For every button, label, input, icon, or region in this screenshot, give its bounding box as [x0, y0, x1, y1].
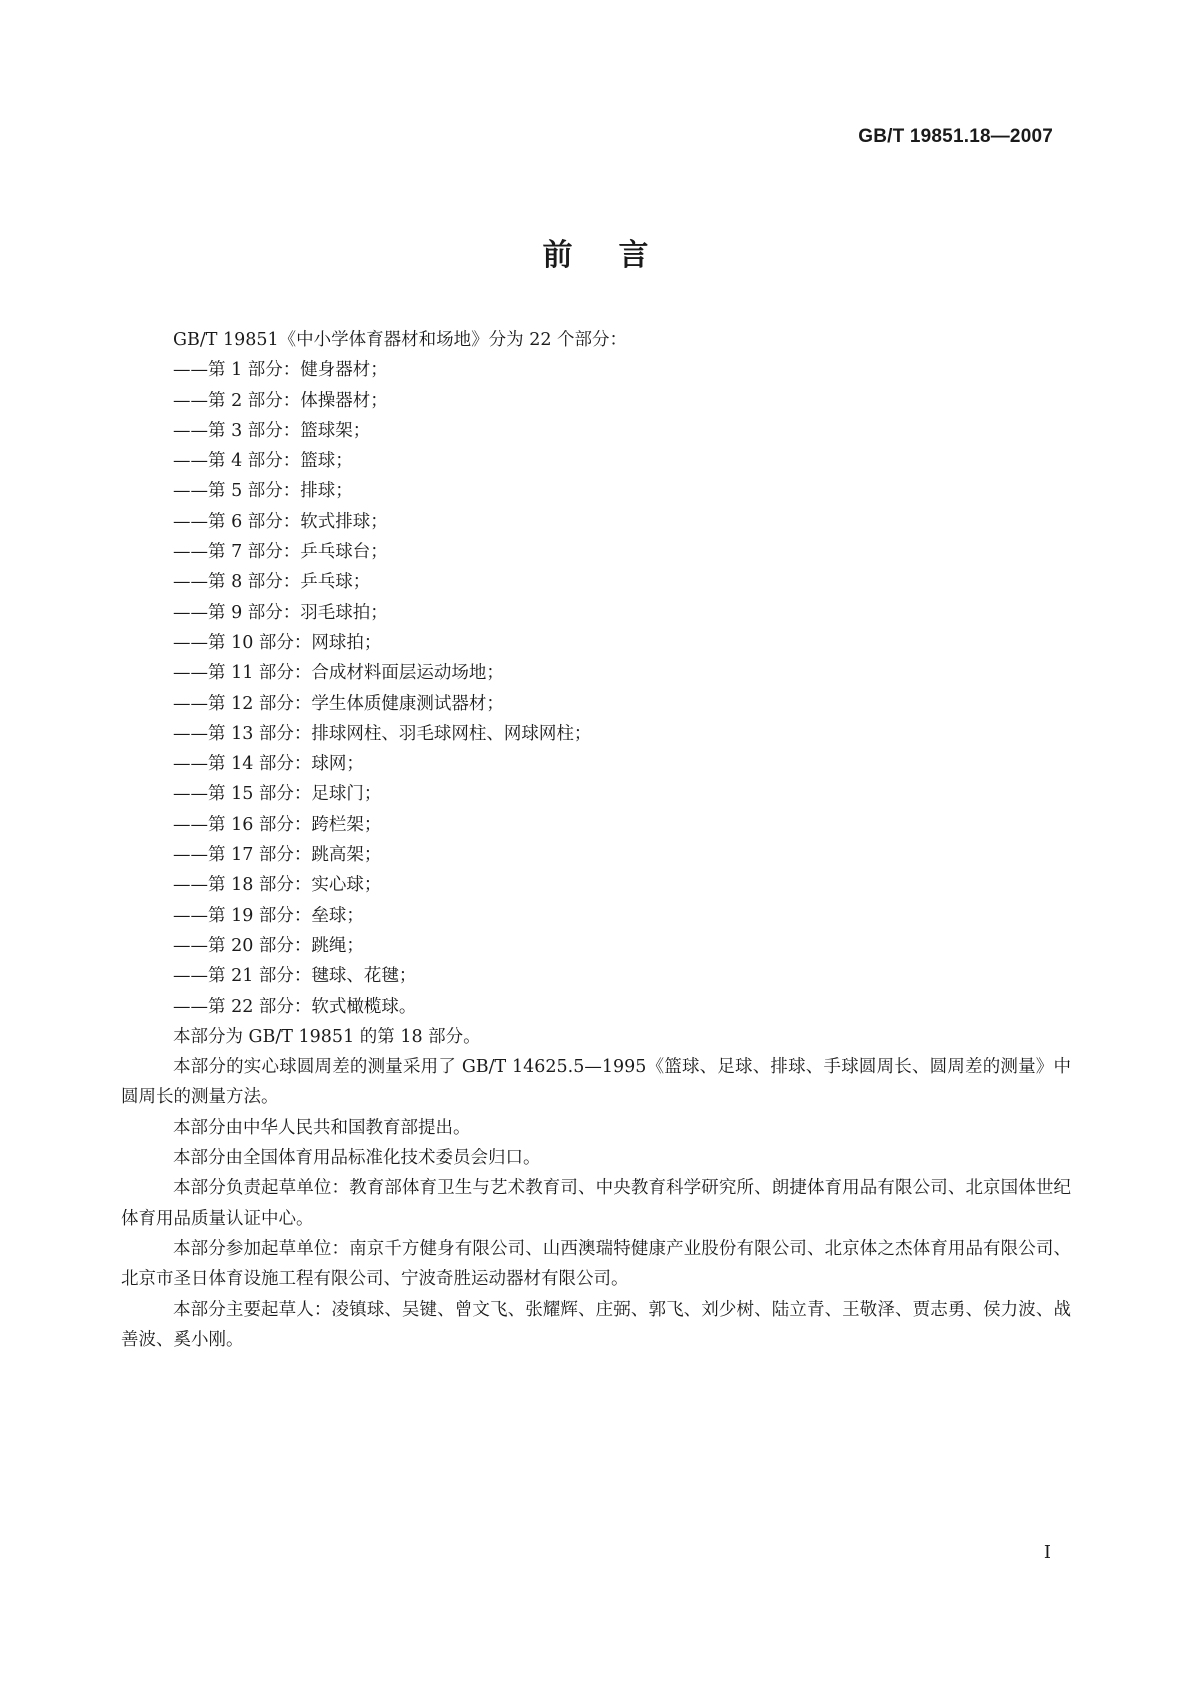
part-item: ——第 9 部分：羽毛球拍；	[173, 602, 388, 623]
paragraph-proposed-by: 本部分由中华人民共和国教育部提出。	[173, 1117, 471, 1138]
part-item: ——第 3 部分：篮球架；	[173, 420, 371, 441]
intro-line: GB/T 19851《中小学体育器材和场地》分为 22 个部分：	[173, 330, 628, 350]
part-item: ——第 15 部分：足球门；	[173, 784, 382, 805]
part-item: ——第 18 部分：实心球；	[173, 875, 382, 896]
standard-code: GB/T 19851.18—2007	[858, 126, 1053, 147]
paragraph-participating-units: 本部分参加起草单位：南京千方健身有限公司、山西澳瑞特健康产业股份有限公司、北京体之杰体育用品有限公司、北京市圣日体育设施工程有限公司、宁波奇胜运动器材有限公司。	[121, 1238, 1071, 1290]
page-title: 前言	[542, 238, 695, 273]
part-item: ——第 6 部分：软式排球；	[173, 511, 388, 532]
part-item: ——第 14 部分：球网；	[173, 754, 364, 775]
part-item: ——第 16 部分：跨栏架；	[173, 814, 382, 835]
part-item: ——第 1 部分：健身器材；	[173, 360, 388, 381]
paragraph-drafters: 本部分主要起草人：凌镇球、吴键、曾文飞、张耀辉、庄弼、郭飞、刘少树、陆立青、王敬泽、贾志勇、侯力波、战善波、奚小刚。	[121, 1299, 1071, 1350]
paragraph-administered-by: 本部分由全国体育用品标准化技术委员会归口。	[173, 1148, 541, 1169]
paragraph-part-number: 本部分为 GB/T 19851 的第 18 部分。	[173, 1026, 481, 1047]
part-item: ——第 8 部分：乒乓球；	[173, 572, 371, 593]
part-item: ——第 2 部分：体操器材；	[173, 390, 388, 411]
part-item: ——第 4 部分：篮球；	[173, 451, 353, 472]
part-item: ——第 20 部分：跳绳；	[173, 935, 364, 956]
foreword-body	[121, 325, 1071, 1355]
part-item: ——第 7 部分：乒乓球台；	[173, 542, 388, 563]
part-item: ——第 13 部分：排球网柱、羽毛球网柱、网球网柱；	[173, 723, 592, 744]
page-number: I	[1043, 1542, 1051, 1563]
part-item: ——第 17 部分：跳高架；	[173, 845, 382, 866]
paragraph-measurement-method: 本部分的实心球圆周差的测量采用了 GB/T 14625.5—1995《篮球、足球、排球、手球圆周长、圆周差的测量》中圆周长的测量方法。	[121, 1057, 1071, 1108]
part-item: ——第 10 部分：网球拍；	[173, 632, 382, 653]
part-item: ——第 22 部分：软式橄榄球。	[173, 996, 417, 1017]
part-item: ——第 19 部分：垒球；	[173, 905, 364, 926]
part-item: ——第 11 部分：合成材料面层运动场地；	[173, 663, 504, 684]
part-item: ——第 5 部分：排球；	[173, 481, 353, 502]
part-item: ——第 12 部分：学生体质健康测试器材；	[173, 693, 504, 714]
part-item: ——第 21 部分：毽球、花毽；	[173, 966, 417, 987]
paragraph-drafting-units: 本部分负责起草单位：教育部体育卫生与艺术教育司、中央教育科学研究所、朗捷体育用品有限公司、北京国体世纪体育用品质量认证中心。	[121, 1178, 1071, 1229]
